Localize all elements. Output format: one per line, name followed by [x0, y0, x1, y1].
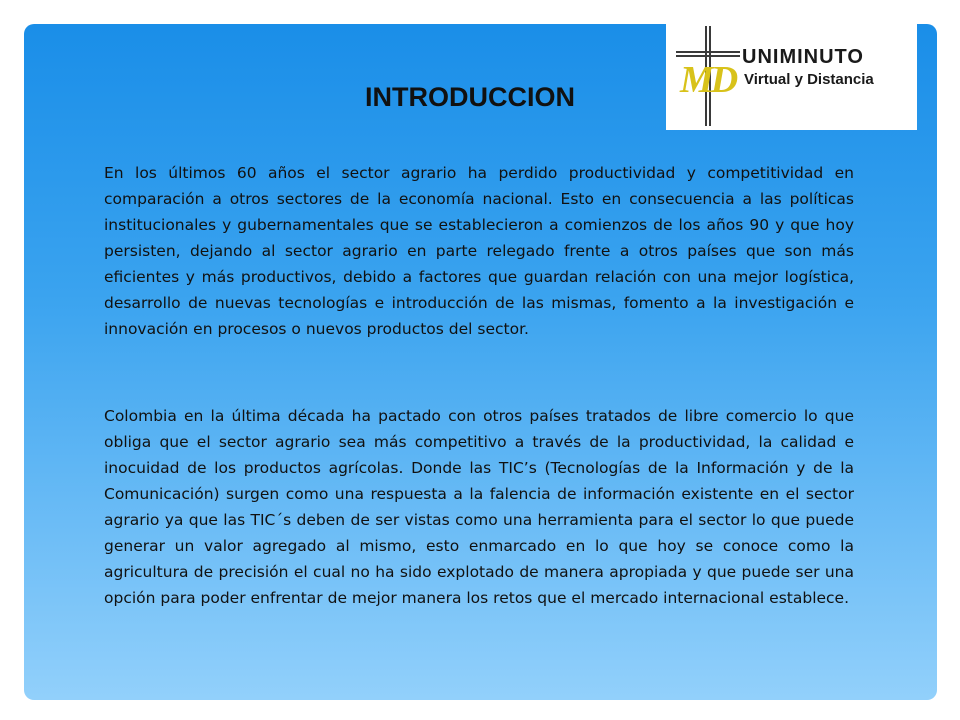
logo-subtitle: Virtual y Distancia — [744, 71, 874, 88]
logo-mark: MD — [680, 59, 736, 101]
slide-title: INTRODUCCION — [365, 82, 575, 112]
intro-paragraph-1: En los últimos 60 años el sector agrario ha perdido productividad y competitividad en comparación a otros sectores de la economía nacional. Esto en consecuencia a las políticas institucionales y gubernamentales que se establecieron a comienzos de los años 90 y que hoy persisten, dejando al sector agrario en parte relegado frente a otros países que son más eficientes y más productivos, debido a factores que guardan relación con una mejor logística, desarrollo de nuevas tecnologías e introducción de las mismas, fomento a la investigación e innovación en procesos o nuevos productos del sector. — [104, 164, 854, 338]
intro-paragraph-2: Colombia en la última década ha pactado con otros países tratados de libre comercio lo que obliga que el sector agrario sea más competitivo a través de la productividad, la calidad e inocuidad de los productos agrícolas. Donde las TIC’s (Tecnologías de la Información y de la Comunicación) surgen como una respuesta a la falencia de información existente en el sector agrario ya que las TIC´s deben de ser vistas como una herramienta para el sector lo que puede generar un valor agregado al mismo, esto enmarcado en lo que hoy se conoce como la agricultura de precisión el cual no ha sido explotado de manera apropiada y que puede ser una opción para poder enfrentar de mejor manera los retos que el mercado internacional establece. — [104, 407, 854, 607]
logo-name: UNIMINUTO — [742, 46, 864, 68]
uniminuto-logo — [666, 22, 917, 130]
